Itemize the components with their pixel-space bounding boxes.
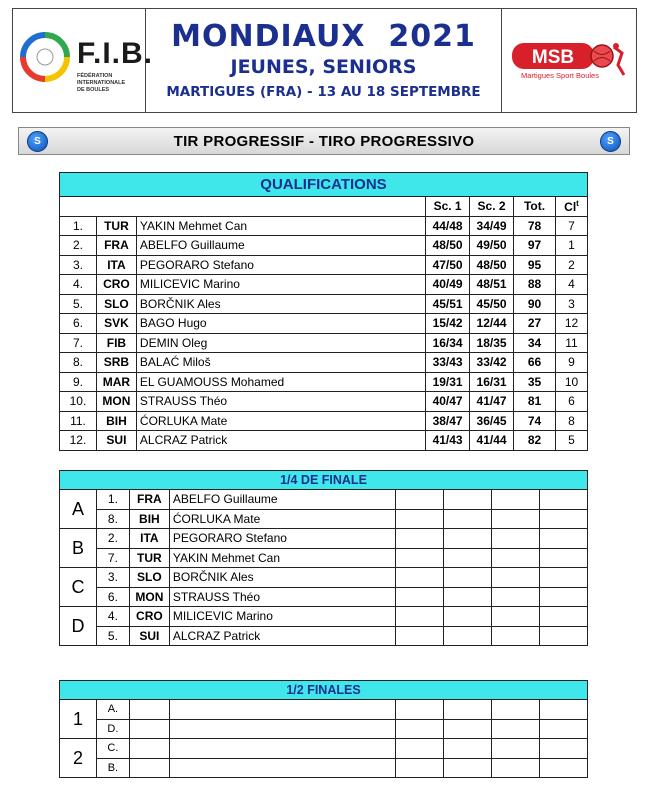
seed-cell: 3.	[96, 568, 129, 588]
score-cell	[492, 548, 540, 568]
qualifications-table	[59, 172, 588, 451]
table-row	[60, 294, 588, 314]
score1-cell: 40/49	[426, 275, 470, 295]
score1-cell: 45/51	[426, 294, 470, 314]
nation-cell: FIB	[96, 333, 136, 353]
player-name-cell: DEMIN Oleg	[136, 333, 425, 353]
table-row	[60, 236, 588, 256]
ranking-cell: 5	[555, 431, 587, 451]
semi-finals-title-row	[60, 681, 588, 700]
score-cell	[444, 490, 492, 510]
score-cell	[444, 568, 492, 588]
score-cell	[540, 568, 588, 588]
total-cell: 90	[514, 294, 556, 314]
rank-cell: 8.	[60, 353, 97, 373]
score-cell	[492, 739, 540, 759]
nation-cell	[129, 719, 169, 739]
s-badge-icon: S	[27, 131, 48, 152]
score-cell	[540, 758, 588, 778]
nation-cell: SRB	[96, 353, 136, 373]
msb-subtitle: Martigues Sport Boules	[521, 71, 599, 80]
nation-cell: ITA	[129, 529, 169, 549]
table-row	[60, 314, 588, 334]
nation-cell: MAR	[96, 372, 136, 392]
score-cell	[540, 548, 588, 568]
score-cell	[444, 607, 492, 627]
rank-cell: 6.	[60, 314, 97, 334]
nation-cell: MON	[96, 392, 136, 412]
ranking-cell: 1	[555, 236, 587, 256]
score-cell	[492, 587, 540, 607]
document-header	[12, 8, 637, 113]
nation-cell: CRO	[96, 275, 136, 295]
table-row	[60, 587, 588, 607]
ranking-cell: 11	[555, 333, 587, 353]
nation-cell: ITA	[96, 255, 136, 275]
table-row	[60, 372, 588, 392]
score2-cell: 18/35	[470, 333, 514, 353]
score-cell	[540, 626, 588, 646]
fib-sub-line: FÉDÉRATION	[77, 73, 113, 79]
player-name-cell: STRAUSS Théo	[136, 392, 425, 412]
player-name-cell: ĆORLUKA Mate	[169, 509, 396, 529]
player-name-cell: EL GUAMOUSS Mohamed	[136, 372, 425, 392]
rank-cell: 12.	[60, 431, 97, 451]
player-name-cell	[169, 700, 396, 720]
score-cell	[396, 626, 444, 646]
score-cell	[444, 587, 492, 607]
total-cell: 88	[514, 275, 556, 295]
score-cell	[492, 568, 540, 588]
player-name-cell: MILICEVIC Marino	[169, 607, 396, 627]
quarter-finals-table	[59, 470, 588, 646]
score-cell	[396, 700, 444, 720]
score-cell	[396, 509, 444, 529]
nation-cell: TUR	[96, 216, 136, 236]
col-tot: Tot.	[514, 197, 556, 217]
score-cell	[444, 700, 492, 720]
score-cell	[396, 758, 444, 778]
score-cell	[540, 490, 588, 510]
seed-cell: 8.	[96, 509, 129, 529]
player-name-cell: ABELFO Guillaume	[169, 490, 396, 510]
table-row	[60, 392, 588, 412]
col-sc2: Sc. 2	[470, 197, 514, 217]
score2-cell: 34/49	[470, 216, 514, 236]
fib-logo	[19, 31, 71, 83]
score-cell	[444, 529, 492, 549]
rank-cell: 9.	[60, 372, 97, 392]
col-cl-label: Cl	[564, 199, 577, 214]
player-name-cell: YAKIN Mehmet Can	[136, 216, 425, 236]
score-cell	[492, 758, 540, 778]
group-label-cell: 1	[60, 700, 97, 739]
group-label-cell: B	[60, 529, 97, 568]
score-cell	[396, 568, 444, 588]
championship-subtitle: JEUNES, SENIORS	[230, 56, 417, 78]
ranking-cell: 6	[555, 392, 587, 412]
score-cell	[444, 509, 492, 529]
ranking-cell: 8	[555, 411, 587, 431]
score2-cell: 48/50	[470, 255, 514, 275]
quarter-finals-title-row	[60, 471, 588, 490]
quarter-finals-title: 1/4 DE FINALE	[60, 471, 588, 490]
score-cell	[492, 700, 540, 720]
total-cell: 66	[514, 353, 556, 373]
seed-cell: 1.	[96, 490, 129, 510]
group-label-cell: C	[60, 568, 97, 607]
msb-name: MSB	[531, 47, 575, 68]
nation-cell: SUI	[96, 431, 136, 451]
score-cell	[396, 548, 444, 568]
score-cell	[444, 548, 492, 568]
ranking-cell: 7	[555, 216, 587, 236]
seed-cell: 2.	[96, 529, 129, 549]
score-cell	[540, 700, 588, 720]
score2-cell: 49/50	[470, 236, 514, 256]
group-label-cell: A	[60, 490, 97, 529]
score2-cell: 41/44	[470, 431, 514, 451]
player-name-cell: ALCRAZ Patrick	[169, 626, 396, 646]
group-label-cell: D	[60, 607, 97, 646]
seed-cell: D.	[96, 719, 129, 739]
nation-cell	[129, 700, 169, 720]
table-row	[60, 509, 588, 529]
score-cell	[540, 719, 588, 739]
fib-subtitle	[77, 73, 125, 94]
ranking-cell: 3	[555, 294, 587, 314]
player-name-cell: BORČNIK Ales	[136, 294, 425, 314]
event-title-bar	[18, 127, 630, 155]
player-name-cell	[169, 739, 396, 759]
score1-cell: 33/43	[426, 353, 470, 373]
nation-cell: MON	[129, 587, 169, 607]
seed-cell: 6.	[96, 587, 129, 607]
player-name-cell: ABELFO Guillaume	[136, 236, 425, 256]
qualifications-title-row	[60, 173, 588, 197]
total-cell: 27	[514, 314, 556, 334]
table-row	[60, 568, 588, 588]
table-row	[60, 431, 588, 451]
nation-cell: SLO	[129, 568, 169, 588]
table-row	[60, 758, 588, 778]
score-cell	[396, 607, 444, 627]
rank-cell: 7.	[60, 333, 97, 353]
score1-cell: 19/31	[426, 372, 470, 392]
seed-cell: 5.	[96, 626, 129, 646]
ranking-cell: 12	[555, 314, 587, 334]
nation-cell	[129, 739, 169, 759]
score-cell	[396, 719, 444, 739]
table-row	[60, 275, 588, 295]
player-name-cell: YAKIN Mehmet Can	[169, 548, 396, 568]
table-row	[60, 353, 588, 373]
s-badge-icon: S	[600, 131, 621, 152]
semi-finals-table	[59, 680, 588, 778]
total-cell: 78	[514, 216, 556, 236]
score1-cell: 44/48	[426, 216, 470, 236]
col-cl-sup: t	[576, 198, 579, 208]
col-sc1: Sc. 1	[426, 197, 470, 217]
ranking-cell: 2	[555, 255, 587, 275]
player-name-cell: BAGO Hugo	[136, 314, 425, 334]
championship-place: MARTIGUES (FRA) - 13 AU 18 SEPTEMBRE	[166, 84, 481, 100]
semi-finals-title: 1/2 FINALES	[60, 681, 588, 700]
header-spacer	[60, 197, 426, 217]
table-row	[60, 490, 588, 510]
score-cell	[396, 587, 444, 607]
table-row	[60, 719, 588, 739]
ranking-cell: 4	[555, 275, 587, 295]
score1-cell: 48/50	[426, 236, 470, 256]
table-row	[60, 548, 588, 568]
table-row	[60, 411, 588, 431]
score-cell	[540, 509, 588, 529]
table-row	[60, 700, 588, 720]
total-cell: 35	[514, 372, 556, 392]
score1-cell: 15/42	[426, 314, 470, 334]
nation-cell: BIH	[96, 411, 136, 431]
championship-title: MONDIAUX 2021	[171, 19, 476, 54]
score1-cell: 40/47	[426, 392, 470, 412]
nation-cell: SVK	[96, 314, 136, 334]
score-cell	[492, 626, 540, 646]
event-title: TIR PROGRESSIF - TIRO PROGRESSIVO	[173, 132, 475, 150]
nation-cell	[129, 758, 169, 778]
nation-cell: FRA	[96, 236, 136, 256]
total-cell: 82	[514, 431, 556, 451]
score2-cell: 16/31	[470, 372, 514, 392]
score-cell	[492, 490, 540, 510]
table-row	[60, 216, 588, 236]
fib-sub-line: INTERNATIONALE	[77, 80, 126, 86]
score-cell	[540, 607, 588, 627]
score-cell	[396, 490, 444, 510]
score1-cell: 41/43	[426, 431, 470, 451]
championship-title-box	[146, 9, 502, 112]
fib-logo-box	[13, 9, 154, 112]
score-cell	[540, 529, 588, 549]
col-cl	[555, 197, 587, 217]
score-cell	[492, 529, 540, 549]
score2-cell: 33/42	[470, 353, 514, 373]
table-row	[60, 739, 588, 759]
score1-cell: 47/50	[426, 255, 470, 275]
rank-cell: 3.	[60, 255, 97, 275]
score-cell	[396, 739, 444, 759]
table-row	[60, 529, 588, 549]
player-name-cell: MILICEVIC Marino	[136, 275, 425, 295]
score-cell	[540, 739, 588, 759]
table-row	[60, 333, 588, 353]
fib-sub-line: DE BOULES	[77, 87, 110, 93]
score-cell	[492, 509, 540, 529]
player-name-cell: BORČNIK Ales	[169, 568, 396, 588]
score2-cell: 41/47	[470, 392, 514, 412]
score2-cell: 12/44	[470, 314, 514, 334]
score2-cell: 48/51	[470, 275, 514, 295]
player-name-cell: PEGORARO Stefano	[169, 529, 396, 549]
score-cell	[396, 529, 444, 549]
rank-cell: 5.	[60, 294, 97, 314]
score-cell	[444, 758, 492, 778]
ranking-cell: 10	[555, 372, 587, 392]
score-cell	[540, 587, 588, 607]
nation-cell: SLO	[96, 294, 136, 314]
player-name-cell: ALCRAZ Patrick	[136, 431, 425, 451]
qualifications-title: QUALIFICATIONS	[60, 173, 588, 197]
total-cell: 74	[514, 411, 556, 431]
total-cell: 97	[514, 236, 556, 256]
ranking-cell: 9	[555, 353, 587, 373]
table-row	[60, 255, 588, 275]
nation-cell: FRA	[129, 490, 169, 510]
seed-cell: A.	[96, 700, 129, 720]
player-name-cell: BALAĆ Miloš	[136, 353, 425, 373]
seed-cell: B.	[96, 758, 129, 778]
player-name-cell	[169, 719, 396, 739]
total-cell: 95	[514, 255, 556, 275]
player-name-cell	[169, 758, 396, 778]
nation-cell: TUR	[129, 548, 169, 568]
nation-cell: BIH	[129, 509, 169, 529]
rank-cell: 4.	[60, 275, 97, 295]
nation-cell: CRO	[129, 607, 169, 627]
seed-cell: C.	[96, 739, 129, 759]
rank-cell: 10.	[60, 392, 97, 412]
total-cell: 81	[514, 392, 556, 412]
score-cell	[444, 739, 492, 759]
msb-logo-box	[502, 9, 636, 112]
group-label-cell: 2	[60, 739, 97, 778]
score1-cell: 16/34	[426, 333, 470, 353]
score-cell	[492, 719, 540, 739]
fib-name: F.I.B.	[77, 37, 154, 70]
seed-cell: 7.	[96, 548, 129, 568]
score-cell	[492, 607, 540, 627]
total-cell: 34	[514, 333, 556, 353]
rank-cell: 11.	[60, 411, 97, 431]
table-row	[60, 607, 588, 627]
player-name-cell: ĆORLUKA Mate	[136, 411, 425, 431]
score-cell	[444, 626, 492, 646]
score1-cell: 38/47	[426, 411, 470, 431]
player-name-cell: STRAUSS Théo	[169, 587, 396, 607]
qualifications-header-row	[60, 197, 588, 217]
nation-cell: SUI	[129, 626, 169, 646]
table-row	[60, 626, 588, 646]
seed-cell: 4.	[96, 607, 129, 627]
score-cell	[444, 719, 492, 739]
rank-cell: 2.	[60, 236, 97, 256]
score2-cell: 45/50	[470, 294, 514, 314]
msb-logo	[510, 41, 628, 81]
player-name-cell: PEGORARO Stefano	[136, 255, 425, 275]
rank-cell: 1.	[60, 216, 97, 236]
score2-cell: 36/45	[470, 411, 514, 431]
